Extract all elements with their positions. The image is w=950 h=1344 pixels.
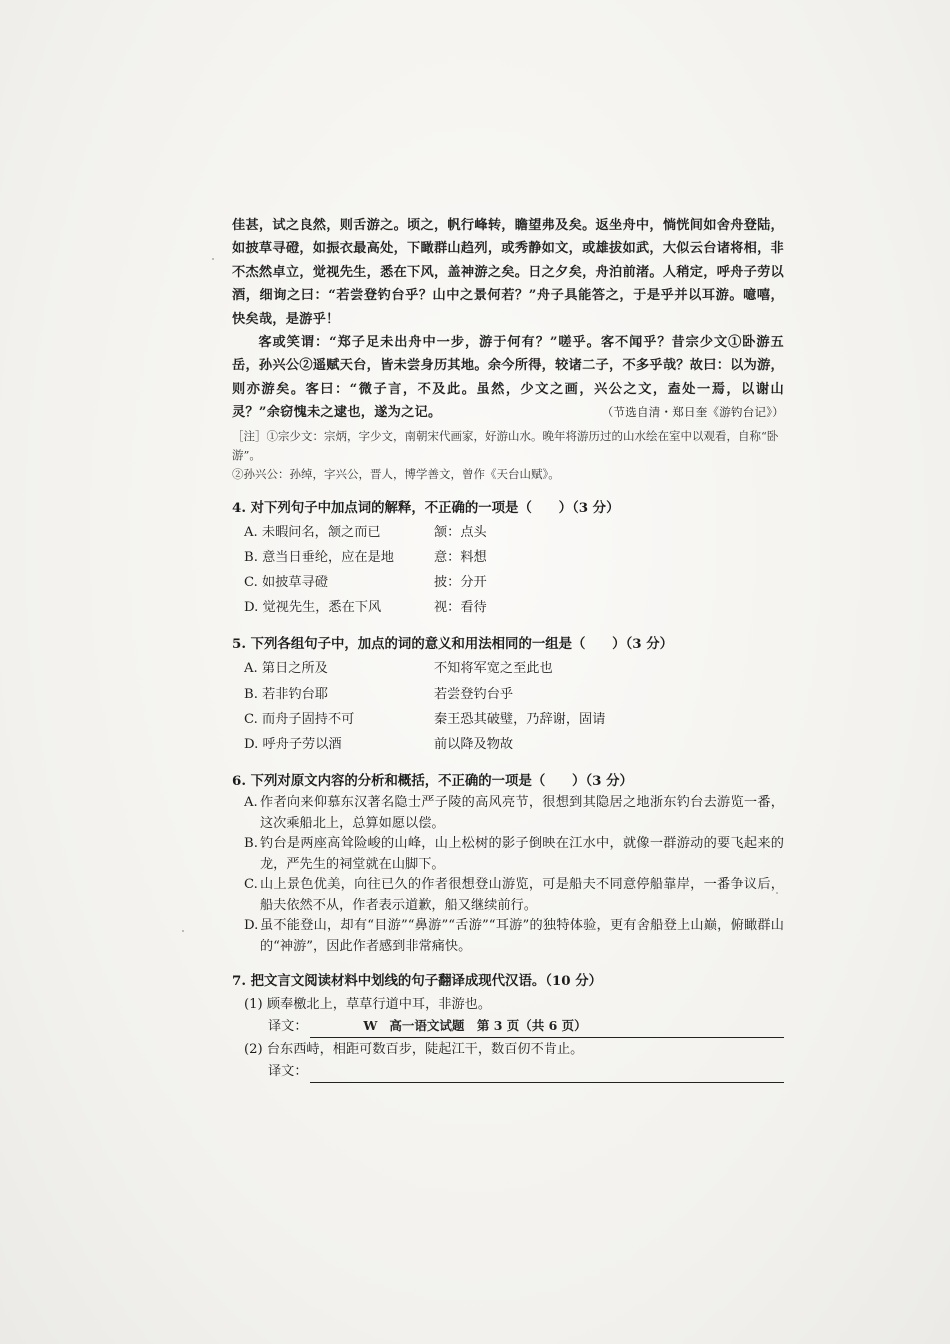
option-sentence-right: 秦王恐其破璧，乃辞谢，固请 (434, 711, 606, 727)
page-content (232, 214, 784, 1083)
note-1: ［注］①宗少文：宗炳，字少文，南朝宋代画家，好游山水。晚年将游历过的山水绘在室中以观看，自称“卧游”。 (232, 428, 779, 462)
question-5-option-a (232, 656, 784, 681)
option-text: 山上景色优美，向往已久的作者很想登山游览，可是船夫不同意停船靠岸，一番争议后，船夫依然不从，作者表示道歉，船又继续前行。 (260, 877, 784, 913)
footer-mark: W (363, 1018, 378, 1033)
option-sentence: B. 意当日垂纶，应在是地 (244, 549, 394, 565)
option-label: D. (244, 918, 259, 934)
question-5-option-c (232, 707, 784, 732)
option-text: 钓台是两座高耸险峻的山峰，山上松树的影子倒映在江水中，就像一群游动的要飞起来的龙，严先生的祠堂就在山脚下。 (260, 836, 784, 872)
question-7-answer-2[interactable] (232, 1061, 784, 1083)
option-sentence-right: 前以降及物故 (434, 737, 514, 753)
question-4-option-d (232, 595, 784, 620)
option-sentence-right: 不知将军宽之至此也 (434, 661, 553, 677)
annotations (232, 427, 784, 484)
note-2: ②孙兴公：孙绰，字兴公，晋人，博学善文，曾作《天台山赋》。 (232, 466, 560, 481)
option-explanation: 披：分开 (434, 575, 487, 591)
passage-paragraph-2 (232, 331, 784, 425)
question-5 (232, 632, 784, 757)
answer-label: 译文： (268, 1019, 308, 1035)
page-footer (0, 1016, 950, 1034)
option-sentence-right: 若尝登钓台乎 (434, 686, 514, 702)
passage-paragraph-2-text: 客或笑谓：“郑子足未出舟中一步，游于何有？”嗟乎。客不闻乎？昔宗少文①卧游五岳，孙兴公②遥赋天台，皆未尝身历其地。余今所得，较诸二子，不多乎哉？故曰：以为游，则亦游矣。客曰：“微子言，不及此。虽然，少文之画，兴公之文，盍处一焉，以谢山灵？”余窃愧未之逮也，遂为之记。 (232, 335, 784, 421)
question-7-item-1: (1) 顾奉檄北上，草草行道中耳，非游也。 (244, 997, 492, 1013)
answer-label: 译文： (268, 1064, 308, 1080)
option-sentence-left: D. 呼舟子劳以酒 (244, 737, 342, 753)
option-explanation: 视：看待 (434, 600, 487, 616)
passage-paragraph-1: 佳甚，试之良然，则舌游之。顷之，帆行峰转，瞻望弗及矣。返坐舟中，惝恍间如舍舟登陆，如披草寻磴，如振衣最高处，下瞰群山趋列，或秀静如文，或雄拔如武，大似云台诸将相，非不杰然卓立，觉视先生，悉在下风，盖神游之矣。日之夕矣，舟泊前渚。人稍定，呼舟子劳以酒，细询之曰：“若尝登钓台乎？山中之景何若？”舟子具能答之，于是乎并以耳游。噫嘻，快矣哉，是游乎！ (232, 218, 784, 327)
question-4-option-c (232, 570, 784, 595)
option-sentence-left: C. 而舟子固持不可 (244, 711, 355, 727)
option-text: 作者向来仰慕东汉著名隐士严子陵的高风亮节，很想到其隐居之地浙东钓台去游览一番，这次乘船北上，总算如愿以偿。 (260, 795, 784, 831)
question-6-option-d (232, 916, 784, 957)
question-7-item-2: (2) 台东西峙，相距可数百步，陡起江干，数百仞不肯止。 (244, 1042, 584, 1058)
option-sentence: C. 如披草寻磴 (244, 575, 328, 591)
question-5-option-b (232, 682, 784, 707)
question-6-option-c (232, 875, 784, 916)
scan-speck (182, 930, 184, 932)
option-label: A. (244, 795, 258, 811)
question-5-stem: 5. 下列各组句子中，加点的词的意义和用法相同的一组是（ ）（3 分） (232, 636, 674, 653)
option-explanation: 意：料想 (434, 549, 487, 565)
answer-line[interactable] (310, 1068, 784, 1083)
passage-citation: （节选自清・郑日奎《游钓台记》） (601, 405, 784, 420)
option-text: 虽不能登山，却有“目游”“鼻游”“舌游”“耳游”的独特体验，更有舍船登上山巅，俯瞰群山的“神游”，因此作者感到非常痛快。 (260, 918, 784, 954)
question-5-option-d (232, 732, 784, 757)
option-sentence: D. 觉视先生，悉在下风 (244, 600, 382, 616)
question-4 (232, 496, 784, 621)
option-sentence-left: A. 第日之所及 (244, 661, 328, 677)
scan-speck (212, 258, 214, 260)
question-6-stem: 6. 下列对原文内容的分析和概括，不正确的一项是（ ）（3 分） (232, 773, 633, 790)
question-7-stem: 7. 把文言文阅读材料中划线的句子翻译成现代汉语。（10 分） (232, 973, 603, 990)
question-6-option-b (232, 834, 784, 875)
question-4-option-b (232, 545, 784, 570)
option-label: B. (244, 836, 258, 852)
option-explanation: 颔：点头 (434, 524, 487, 540)
option-sentence-left: B. 若非钓台耶 (244, 686, 329, 702)
option-sentence: A. 未暇问名，颔之而已 (244, 524, 381, 540)
question-4-stem: 4. 对下列句子中加点词的解释，不正确的一项是（ ）（3 分） (232, 499, 620, 516)
classical-passage (232, 214, 784, 425)
question-6 (232, 769, 784, 957)
question-4-option-a (232, 520, 784, 545)
question-6-option-a (232, 793, 784, 834)
option-label: C. (244, 877, 258, 893)
footer-page-info: 高一语文试题 第 3 页（共 6 页） (389, 1018, 587, 1033)
